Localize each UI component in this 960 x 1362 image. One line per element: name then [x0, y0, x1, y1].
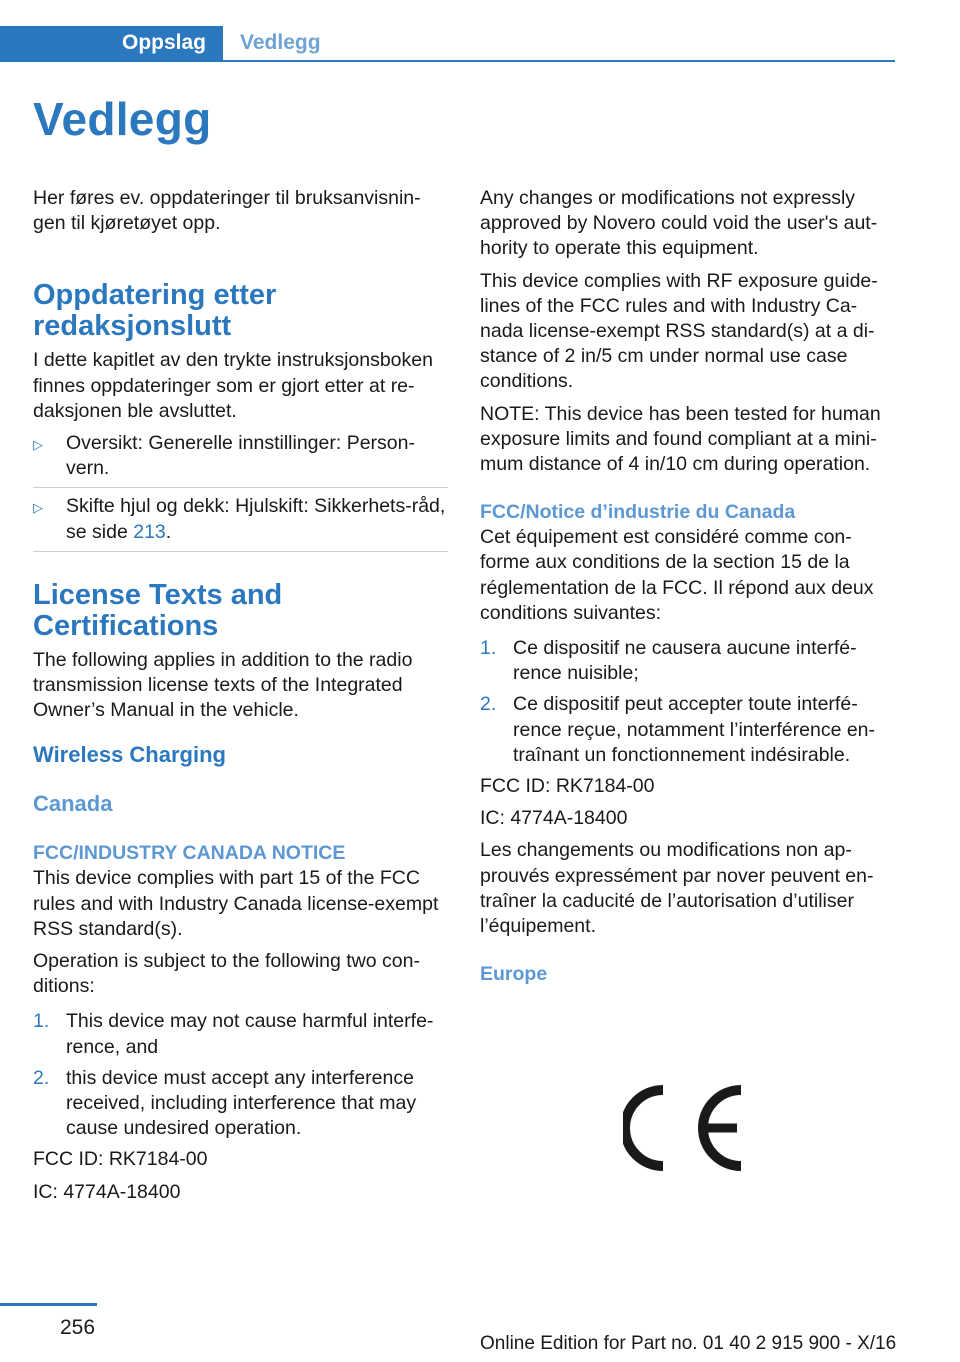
list-item-text: Ce dispositif peut accepter toute interfé-rence reçue, notamment l’interférence en-traînant un fonctionnement indésirable.: [513, 693, 876, 766]
list-item: [480, 636, 892, 686]
triangle-bullet-icon: ▷: [33, 500, 43, 516]
tab-vedlegg[interactable]: Vedlegg: [240, 31, 321, 54]
ic-number: IC: 4774A-18400: [480, 807, 628, 830]
rf-exposure-text: This device complies with RF exposure guide-lines of the FCC rules and with Industry Ca-nada license-exempt RSS standard(s) at a di-stance of 2 in/5 cm under normal use case conditions.: [480, 269, 878, 393]
triangle-bullet-icon: ▷: [33, 437, 43, 453]
note-text: NOTE: This device has been tested for human exposure limits and found compliant at a mini-mum distance of 4 in/10 cm during operation.: [480, 402, 881, 476]
footer-rule: [0, 1303, 97, 1306]
list-number: 2.: [480, 693, 497, 716]
tab-oppslag[interactable]: Oppslag: [0, 26, 223, 60]
ce-mark-icon: [623, 1084, 747, 1172]
fr-heading: FCC/Notice d’industrie du Canada: [480, 501, 796, 524]
fr-conditions-list: [480, 636, 892, 768]
license-text: The following applies in addition to the radio transmission license texts of the Integrated Owner’s Manual in the vehicle.: [33, 648, 413, 722]
fcc-text: This device complies with part 15 of the FCC rules and with Industry Canada license-exempt RSS standard(s).: [33, 867, 439, 940]
list-item: [33, 494, 448, 551]
fcc-heading: FCC/INDUSTRY CANADA NOTICE: [33, 842, 346, 865]
fcc-id: FCC ID: RK7184-00: [33, 1148, 208, 1171]
list-item-text: This device may not cause harmful interfe-rence, and: [66, 1010, 434, 1058]
list-item-text: Ce dispositif ne causera aucune interfé-rence nuisible;: [513, 637, 857, 685]
update-list: [33, 431, 448, 552]
period: .: [165, 520, 172, 543]
canada-heading: Canada: [33, 791, 113, 817]
list-number: 1.: [33, 1010, 50, 1033]
list-item-text: Skifte hjul og dekk: Hjulskift: Sikkerhets-råd, se side: [66, 495, 446, 543]
page-ref-link[interactable]: 213: [133, 520, 166, 543]
conditions-text: Operation is subject to the following two con-ditions:: [33, 950, 420, 998]
list-item-text: Oversikt: Generelle innstillinger: Person-vern.: [66, 432, 415, 480]
conditions-list: [33, 1009, 448, 1141]
fr-changes-text: Les changements ou modifications non ap-prouvés expressément par nover peuvent en-traîner la caducité de l’autorisation d’utiliser l’équipement.: [480, 839, 874, 938]
list-item: [33, 431, 448, 488]
tab-underline: [0, 60, 895, 62]
list-item: [33, 1066, 448, 1142]
update-heading: Oppdatering etter redaksjonslutt: [33, 279, 277, 343]
page-number: 256: [60, 1316, 96, 1339]
list-number: 1.: [480, 637, 497, 660]
wireless-heading: Wireless Charging: [33, 742, 226, 768]
list-item: [33, 1009, 448, 1059]
right-column: [480, 186, 892, 987]
ic-number: IC: 4774A-18400: [33, 1180, 181, 1203]
fr-text: Cet équipement est considéré comme con-forme aux conditions de la section 15 de la réglementation de la FCC. Il répond aux deux conditions suivantes:: [480, 526, 874, 624]
edition-text: Online Edition for Part no. 01 40 2 915 900 - X/16: [480, 1333, 897, 1354]
changes-text: Any changes or modifications not expressly approved by Novero could void the user's aut-hority to operate this equipment.: [480, 187, 878, 260]
list-item-text: this device must accept any interference received, including interference that may cause undesired operation.: [66, 1066, 417, 1140]
europe-heading: Europe: [480, 963, 548, 986]
list-number: 2.: [33, 1066, 50, 1089]
left-column: [33, 186, 448, 1212]
intro-text: Her føres ev. oppdateringer til bruksanvisnin-gen til kjøretøyet opp.: [33, 187, 421, 235]
license-heading: License Texts and Certifications: [33, 578, 283, 642]
tab-bar: [0, 26, 895, 62]
list-item: [480, 692, 892, 768]
update-text: I dette kapitlet av den trykte instruksjonsboken finnes oppdateringer som er gjort etter at re-daksjonen ble avsluttet.: [33, 349, 433, 422]
fcc-id: FCC ID: RK7184-00: [480, 775, 655, 798]
page-title: Vedlegg: [33, 93, 212, 145]
